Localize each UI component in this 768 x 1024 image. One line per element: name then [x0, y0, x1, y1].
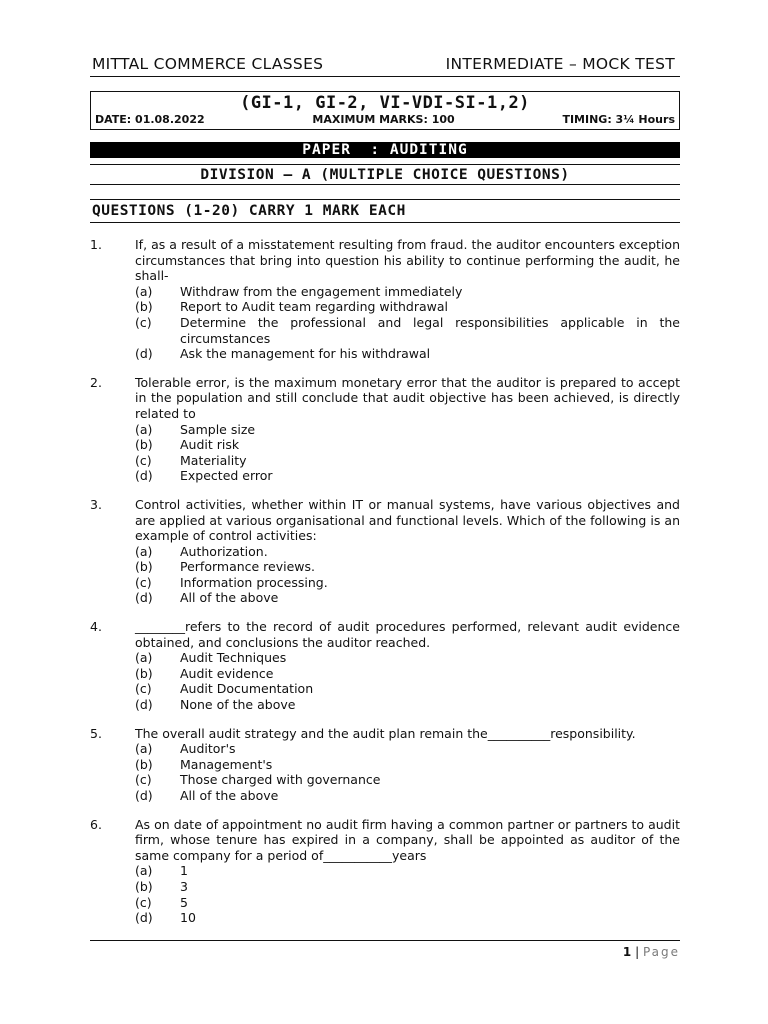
option-label: (b) — [135, 878, 153, 894]
question-text: The overall audit strategy and the audit plan remain the__________responsibility. — [135, 725, 636, 741]
option-text: Determine the professional and legal responsibilities applicable in the circumstances — [180, 314, 680, 346]
answer-option — [135, 895, 680, 911]
question-number: 2. — [90, 374, 102, 390]
option-label: (b) — [135, 559, 153, 575]
header-institute: MITTAL COMMERCE CLASSES — [92, 55, 324, 73]
answer-option — [135, 697, 680, 713]
option-text: Materiality — [180, 452, 247, 468]
question-number: 3. — [90, 496, 102, 512]
question-body — [135, 497, 680, 606]
question-body — [135, 375, 680, 484]
answer-option — [135, 650, 680, 666]
answer-option — [135, 453, 680, 469]
question-text: As on date of appointment no audit firm having a common partner or partners to audit firm, whose tenure has expired in a company, shall be appointed as auditor of the same company for a period of___________years — [135, 816, 680, 863]
option-label: (c) — [135, 772, 152, 788]
option-text: Auditor's — [180, 741, 236, 757]
document-page — [90, 55, 680, 939]
option-text: Sample size — [180, 421, 256, 437]
option-label: (b) — [135, 665, 153, 681]
answer-option — [135, 422, 680, 438]
answer-option — [135, 681, 680, 697]
option-text: Report to Audit team regarding withdrawal — [180, 299, 449, 315]
answer-option — [135, 772, 680, 788]
page-footer — [90, 940, 680, 959]
maximum-marks: MAXIMUM MARKS: 100 — [312, 113, 455, 126]
question-number: 6. — [90, 816, 102, 832]
page-number-value: 1 — [622, 945, 632, 959]
option-text: Audit Techniques — [180, 650, 287, 666]
option-text: Audit Documentation — [180, 681, 314, 697]
option-text: Information processing. — [180, 574, 328, 590]
option-label: (d) — [135, 788, 153, 803]
answer-option — [135, 788, 680, 804]
option-text: Audit risk — [180, 437, 240, 453]
exam-meta — [95, 113, 675, 127]
answer-option — [135, 284, 680, 300]
page-header — [90, 55, 680, 77]
question-body — [135, 817, 680, 926]
answer-option — [135, 437, 680, 453]
answer-option — [135, 559, 680, 575]
question-item — [90, 817, 680, 926]
header-test-name: INTERMEDIATE – MOCK TEST — [445, 55, 675, 73]
option-label: (b) — [135, 437, 153, 453]
page-separator: | — [635, 945, 640, 959]
option-label: (a) — [135, 543, 153, 559]
paper-banner: PAPER : AUDITING — [90, 142, 680, 158]
answer-option — [135, 757, 680, 773]
question-body — [135, 726, 680, 804]
page-number — [90, 945, 680, 959]
option-label: (a) — [135, 863, 153, 879]
question-text: If, as a result of a misstatement resulting from fraud. the auditor encounters exception circumstances that bring into question his ability to continue performing the audit, he shall- — [135, 237, 680, 284]
option-text: All of the above — [180, 590, 279, 606]
option-text: 10 — [180, 910, 196, 926]
answer-option — [135, 575, 680, 591]
answer-option — [135, 863, 680, 879]
option-text: Expected error — [180, 468, 273, 484]
answer-option — [135, 544, 680, 560]
option-label: (c) — [135, 574, 152, 590]
option-label: (d) — [135, 590, 153, 606]
option-label: (d) — [135, 346, 153, 362]
question-number: 5. — [90, 725, 102, 741]
question-item — [90, 497, 680, 606]
question-number: 4. — [90, 619, 102, 635]
question-item — [90, 726, 680, 804]
option-text: All of the above — [180, 788, 279, 803]
division-heading: DIVISION – A (MULTIPLE CHOICE QUESTIONS) — [90, 164, 680, 185]
answer-option — [135, 741, 680, 757]
option-label: (b) — [135, 299, 153, 315]
question-text: Control activities, whether within IT or manual systems, have various objectives and are applied at various organisational and functional levels. Which of the following is an example of control activities: — [135, 496, 680, 544]
exam-date: DATE: 01.08.2022 — [95, 113, 205, 126]
option-text: 5 — [180, 894, 188, 910]
question-text: Tolerable error, is the maximum monetary error that the auditor is prepared to accept in the population and still conclude that audit objective has been achieved, is directly related to — [135, 374, 680, 421]
option-label: (b) — [135, 756, 153, 772]
question-text: ________refers to the record of audit procedures performed, relevant audit evidence obtained, and conclusions the auditor reached. — [135, 619, 680, 650]
option-text: Performance reviews. — [180, 559, 316, 575]
answer-option — [135, 346, 680, 362]
question-item — [90, 237, 680, 362]
option-label: (c) — [135, 681, 152, 697]
option-text: Authorization. — [180, 543, 268, 559]
option-text: Those charged with governance — [180, 772, 381, 788]
exam-info-box — [90, 91, 680, 130]
answer-option — [135, 910, 680, 926]
option-label: (c) — [135, 894, 152, 910]
answer-option — [135, 315, 680, 346]
question-number: 1. — [90, 237, 102, 252]
answer-option — [135, 666, 680, 682]
option-text: 3 — [180, 878, 188, 894]
answer-option — [135, 468, 680, 484]
question-list — [90, 237, 680, 926]
option-label: (a) — [135, 741, 153, 757]
question-body — [135, 619, 680, 713]
answer-option — [135, 879, 680, 895]
answer-option — [135, 299, 680, 315]
option-text: Audit evidence — [180, 665, 274, 681]
question-item — [90, 619, 680, 713]
option-label: (d) — [135, 468, 153, 484]
option-label: (d) — [135, 910, 153, 926]
option-label: (a) — [135, 421, 153, 437]
option-text: None of the above — [180, 697, 296, 713]
question-item — [90, 375, 680, 484]
option-text: 1 — [180, 863, 188, 879]
option-label: (a) — [135, 283, 153, 299]
option-label: (c) — [135, 314, 152, 330]
questions-heading: QUESTIONS (1-20) CARRY 1 MARK EACH — [90, 199, 680, 223]
batch-codes: (GI-1, GI-2, VI-VDI-SI-1,2) — [240, 93, 530, 113]
option-label: (a) — [135, 650, 153, 666]
question-body — [135, 237, 680, 362]
option-text: Management's — [180, 756, 273, 772]
option-label: (c) — [135, 452, 152, 468]
option-label: (d) — [135, 697, 153, 713]
answer-option — [135, 590, 680, 606]
exam-timing: TIMING: 3¼ Hours — [562, 113, 675, 126]
option-text: Ask the management for his withdrawal — [180, 346, 431, 362]
page-label: Page — [642, 945, 680, 959]
option-text: Withdraw from the engagement immediately — [180, 283, 463, 299]
